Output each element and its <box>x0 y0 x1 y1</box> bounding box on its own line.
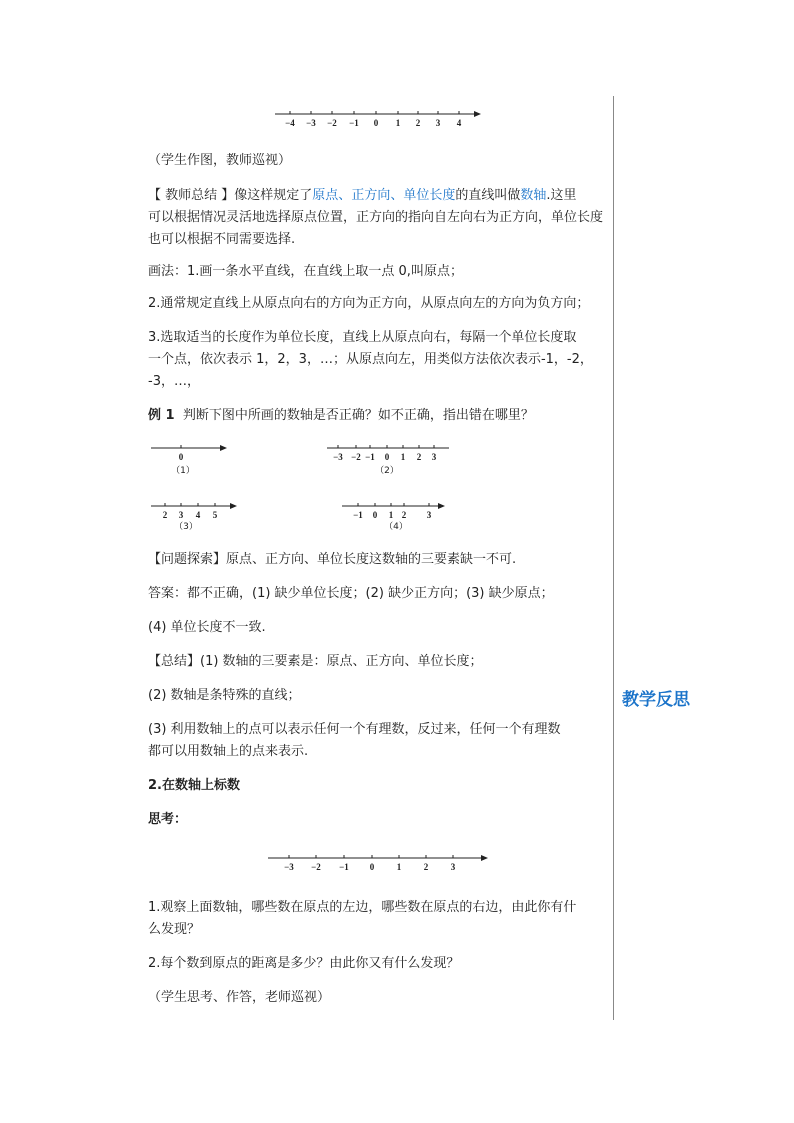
example-figure-3 <box>148 498 240 534</box>
example-question: 判断下图中所画的数轴是否正确？如不正确，指出错在哪里？ <box>182 408 534 423</box>
tick-label: 4 <box>456 118 462 128</box>
think-heading: 思考： <box>148 812 188 827</box>
tick-label: 3 <box>450 862 456 872</box>
answer-line1: 答案：都不正确，(1) 缺少单位长度；(2) 缺少正方向；(3) 缺少原点； <box>148 586 554 601</box>
summary-tag: 【 教师总结 】 <box>148 188 235 203</box>
term-sep: 、 <box>338 188 352 203</box>
conclusion-1: 【总结】(1) 数轴的三要素是：原点、正方向、单位长度； <box>148 654 483 669</box>
student-draw-note: （学生作图，教师巡视） <box>148 153 292 168</box>
teacher-summary-line3: 也可以根据不同需要选择. <box>148 232 296 247</box>
tick-label: 1 <box>400 452 406 462</box>
teaching-reflection-heading: 教学反思 <box>622 690 690 710</box>
tick-label: −2 <box>311 862 321 872</box>
tick-label: 1 <box>395 118 401 128</box>
method-step3-line3: -3，…， <box>148 374 200 389</box>
student-think-note: （学生思考、作答，老师巡视） <box>148 990 331 1005</box>
example-figure-1 <box>148 440 230 476</box>
summary-text: 的直线叫做 <box>455 188 521 203</box>
section-heading: 2.在数轴上标数 <box>148 778 240 793</box>
tick-label: 3 <box>431 452 437 462</box>
figure-caption: （1） <box>171 466 195 476</box>
tick-label: 2 <box>162 510 168 520</box>
tick-label: 0 <box>373 118 379 128</box>
tick-label: 0 <box>372 510 378 520</box>
term-unit: 单位长度 <box>403 188 456 203</box>
tick-label: 0 <box>369 862 375 872</box>
tick-label: −2 <box>351 452 361 462</box>
question-1-line2: 么发现？ <box>148 922 201 937</box>
term-positive: 正方向 <box>351 188 391 203</box>
tick-label: 5 <box>212 510 218 520</box>
tick-label: −1 <box>339 862 349 872</box>
tick-label: −1 <box>349 118 359 128</box>
method-step3-line2: 一个点，依次表示 1，2，3，…；从原点向左，用类似方法依次表示-1，-2， <box>148 352 593 367</box>
tick-label: 4 <box>195 510 201 520</box>
column-divider <box>613 96 614 1020</box>
tick-label: −3 <box>284 862 294 872</box>
problem-exploration: 【问题探索】原点、正方向、单位长度这数轴的三要素缺一不可. <box>148 552 517 567</box>
term-sep: 、 <box>390 188 404 203</box>
tick-label: 1 <box>396 862 402 872</box>
tick-label: 1 <box>388 510 394 520</box>
tick-label: −1 <box>365 452 375 462</box>
tick-label: −1 <box>353 510 363 520</box>
tick-label: 2 <box>401 510 407 520</box>
tick-label: 2 <box>415 118 421 128</box>
example-figure-4 <box>340 498 448 534</box>
method-step3-line1: 3.选取适当的长度作为单位长度，直线上从原点向右，每隔一个单位长度取 <box>148 330 577 345</box>
tick-label: 0 <box>178 452 184 462</box>
term-axis: 数轴 <box>520 188 547 203</box>
number-line-bottom <box>265 850 491 874</box>
tick-label: 2 <box>416 452 422 462</box>
tick-label: −2 <box>327 118 337 128</box>
question-1-line1: 1.观察上面数轴，哪些数在原点的左边，哪些数在原点的右边，由此你有什 <box>148 900 577 915</box>
answer-line2: (4) 单位长度不一致. <box>148 620 266 635</box>
example-label: 例 1 <box>148 408 175 423</box>
figure-caption: （2） <box>375 466 399 476</box>
summary-text: .这里 <box>546 188 577 203</box>
example-figure-2 <box>325 440 453 476</box>
example-1 <box>148 405 534 427</box>
number-line-top <box>270 106 485 130</box>
tick-label: 3 <box>435 118 441 128</box>
conclusion-3-line1: (3) 利用数轴上的点可以表示任何一个有理数，反过来，任何一个有理数 <box>148 722 561 737</box>
tick-label: 3 <box>178 510 184 520</box>
tick-label: −4 <box>285 118 295 128</box>
tick-label: −3 <box>333 452 343 462</box>
tick-label: 2 <box>423 862 429 872</box>
term-origin: 原点 <box>312 188 339 203</box>
tick-label: 0 <box>384 452 390 462</box>
tick-label: 3 <box>426 510 432 520</box>
teacher-summary-line1 <box>148 185 577 207</box>
tick-label: −3 <box>306 118 316 128</box>
summary-text: 像这样规定了 <box>234 188 313 203</box>
conclusion-2: (2) 数轴是条特殊的直线； <box>148 688 301 703</box>
teacher-summary-line2: 可以根据情况灵活地选择原点位置，正方向的指向自左向右为正方向，单位长度 <box>148 210 604 225</box>
method-step2: 2.通常规定直线上从原点向右的方向为正方向，从原点向左的方向为负方向； <box>148 296 590 311</box>
question-2: 2.每个数到原点的距离是多少？由此你又有什么发现？ <box>148 956 460 971</box>
figure-caption: （4） <box>384 522 408 532</box>
method-step1: 画法：1.画一条水平直线，在直线上取一点 0,叫原点； <box>148 264 463 279</box>
figure-caption: （3） <box>174 522 198 532</box>
conclusion-3-line2: 都可以用数轴上的点来表示. <box>148 744 309 759</box>
